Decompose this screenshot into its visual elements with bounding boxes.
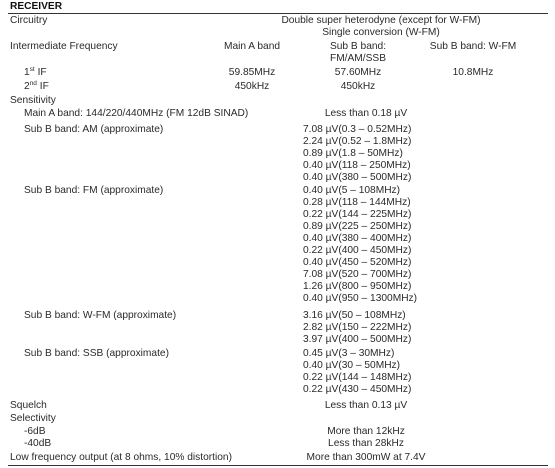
sensitivity-ssb-label: Sub B band: SSB (approximate): [24, 348, 169, 359]
sensitivity-label: Sensitivity: [10, 95, 56, 106]
if-col-sub-fm-line1: Sub B band:: [329, 41, 387, 52]
circuitry-value-1: Double super heterodyne (except for W-FM): [281, 15, 481, 26]
sensitivity-wfm-value: 3.16 µV(50 – 108MHz): [303, 310, 406, 321]
selectivity-label: Selectivity: [10, 413, 56, 424]
if-label: Intermediate Frequency: [10, 41, 118, 52]
if-second-sub: 450kHz: [340, 81, 376, 92]
section-title: RECEIVER: [10, 1, 63, 12]
sensitivity-am-value: 0.40 µV(118 – 250MHz): [303, 160, 411, 171]
sensitivity-fm-value: 1.26 µV(800 – 950MHz): [303, 281, 412, 292]
if-first-label: 1st IF: [24, 66, 47, 78]
sensitivity-fm-value: 0.40 µV(450 – 520MHz): [303, 257, 412, 268]
if-first-main: 59.85MHz: [228, 67, 276, 78]
sensitivity-fm-value: 0.40 µV(950 – 1300MHz): [303, 293, 418, 304]
sensitivity-fm-value: 0.89 µV(225 – 250MHz): [303, 221, 412, 232]
sensitivity-am-value: 0.89 µV(1.8 – 50MHz): [303, 148, 403, 159]
sensitivity-wfm-value: 3.97 µV(400 – 500MHz): [303, 334, 412, 345]
if-col-main: Main A band: [223, 41, 281, 52]
header-rule: [8, 13, 548, 14]
sensitivity-fm-value: 0.22 µV(400 – 450MHz): [303, 245, 412, 256]
if-second-main: 450kHz: [234, 81, 270, 92]
sensitivity-fm-label: Sub B band: FM (approximate): [24, 185, 164, 196]
sensitivity-ssb-value: 0.45 µV(3 – 30MHz): [303, 348, 395, 359]
sensitivity-main-value: Less than 0.18 µV: [324, 108, 408, 119]
sensitivity-am-value: 7.08 µV(0.3 – 0.52MHz): [303, 124, 412, 135]
sensitivity-fm-value: 0.28 µV(118 – 144MHz): [303, 197, 411, 208]
selectivity-6db-label: -6dB: [24, 426, 46, 437]
if-first-sub: 57.60MHz: [334, 67, 382, 78]
if-first-wfm: 10.8MHz: [452, 67, 494, 78]
sensitivity-main-label: Main A band: 144/220/440MHz (FM 12dB SINAD): [24, 108, 249, 119]
sensitivity-fm-value: 0.22 µV(144 – 225MHz): [303, 209, 412, 220]
sensitivity-ssb-value: 0.22 µV(144 – 148MHz): [303, 372, 412, 383]
sensitivity-am-value: 2.24 µV(0.52 – 1.8MHz): [303, 136, 412, 147]
lf-output-label: Low frequency output (at 8 ohms, 10% distortion): [10, 452, 232, 463]
selectivity-40db-label: -40dB: [24, 438, 52, 449]
circuitry-label: Circuitry: [10, 15, 48, 26]
if-second-label: 2nd IF: [24, 80, 49, 92]
squelch-value: Less than 0.13 µV: [324, 400, 408, 411]
footer-rule: [8, 465, 548, 466]
selectivity-40db-value: Less than 28kHz: [328, 438, 404, 449]
circuitry-value-2: Single conversion (W-FM): [322, 27, 440, 38]
sensitivity-am-label: Sub B band: AM (approximate): [24, 124, 164, 135]
squelch-label: Squelch: [10, 400, 47, 411]
if-col-sub-fm-line2: FM/AM/SSB: [329, 53, 387, 64]
sensitivity-am-value: 0.40 µV(380 – 500MHz): [303, 172, 412, 183]
if-col-sub-wfm: Sub B band: W-FM: [429, 41, 517, 52]
selectivity-6db-value: More than 12kHz: [327, 426, 405, 437]
sensitivity-ssb-value: 0.22 µV(430 – 450MHz): [303, 384, 412, 395]
sensitivity-fm-value: 0.40 µV(5 – 108MHz): [303, 185, 401, 196]
sensitivity-fm-value: 7.08 µV(520 – 700MHz): [303, 269, 412, 280]
sensitivity-wfm-value: 2.82 µV(150 – 222MHz): [303, 322, 412, 333]
lf-output-value: More than 300mW at 7.4V: [306, 452, 426, 463]
sensitivity-wfm-label: Sub B band: W-FM (approximate): [24, 310, 177, 321]
sensitivity-fm-value: 0.40 µV(380 – 400MHz): [303, 233, 412, 244]
sensitivity-ssb-value: 0.40 µV(30 – 50MHz): [303, 360, 401, 371]
